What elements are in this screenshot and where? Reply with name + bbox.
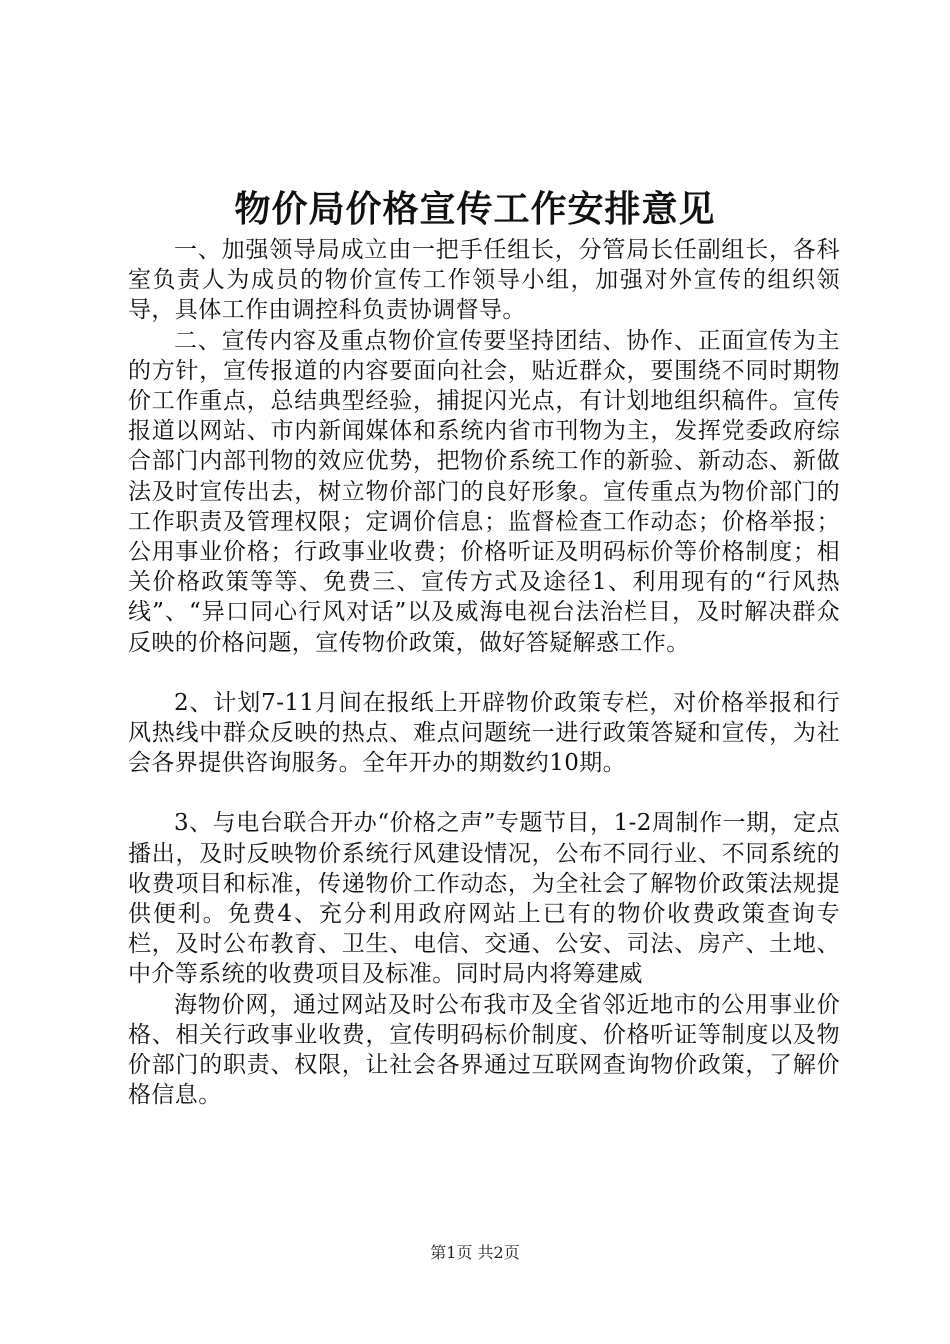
paragraph-price-website: 海物价网，通过网站及时公布我市及全省邻近地市的公用事业价格、相关行政事业收费，宣传明码标价制度、价格听证等制度以及物价部门的职责、权限，让社会各界通过互联网查询物价政策，了解价格信息。: [128, 991, 840, 1109]
paragraph-leadership: 一、加强领导局成立由一把手任组长，分管局长任副组长，各科室负责人为成员的物价宣传工作领导小组，加强对外宣传的组织领导，具体工作由调控科负责协调督导。: [128, 237, 840, 324]
paragraph-newspaper-column: 2、计划7-11月间在报纸上开辟物价政策专栏，对价格举报和行风热线中群众反映的热点、难点问题统一进行政策答疑和宣传，为社会各界提供咨询服务。全年开办的期数约10期。: [128, 689, 840, 777]
page-number: 第1页 共2页: [430, 1243, 520, 1262]
paragraph-content-focus: 二、宣传内容及重点物价宣传要坚持团结、协作、正面宣传为主的方针，宣传报道的内容要面向社会，贴近群众，要围绕不同时期物价工作重点，总结典型经验，捕捉闪光点，有计划地组织稿件。宣传报道以网站、市内新闻媒体和系统内省市刊物为主，发挥党委政府综合部门内部刊物的效应优势，把物价系统工作的新验、新动态、新做法及时宣传出去，树立物价部门的良好形象。宣传重点为物价部门的工作职责及管理权限；定调价信息；监督检查工作动态；价格举报；公用事业价格；行政事业收费；价格听证及明码标价等价格制度；相关价格政策等等、免费三、宣传方式及途径1、利用现有的“行风热线”、“异口同心行风对话”以及威海电视台法治栏目，及时解决群众反映的价格问题，宣传物价政策，做好答疑解惑工作。: [128, 327, 840, 656]
document-body: [128, 235, 840, 1110]
document-title: 物价局价格宣传工作安排意见: [234, 188, 716, 230]
paragraph-radio-program: 3、与电台联合开办“价格之声”专题节目，1-2周制作一期，定点播出，及时反映物价系统行风建设情况，公布不同行业、不同系统的收费项目和标准，传递物价工作动态，为全社会了解物价政策法规提供便利。免费4、充分利用政府网站上已有的物价收费政策查询专栏，及时公布教育、卫生、电信、交通、公安、司法、房产、土地、中介等系统的收费项目及标准。同时局内将筹建威: [128, 810, 840, 988]
